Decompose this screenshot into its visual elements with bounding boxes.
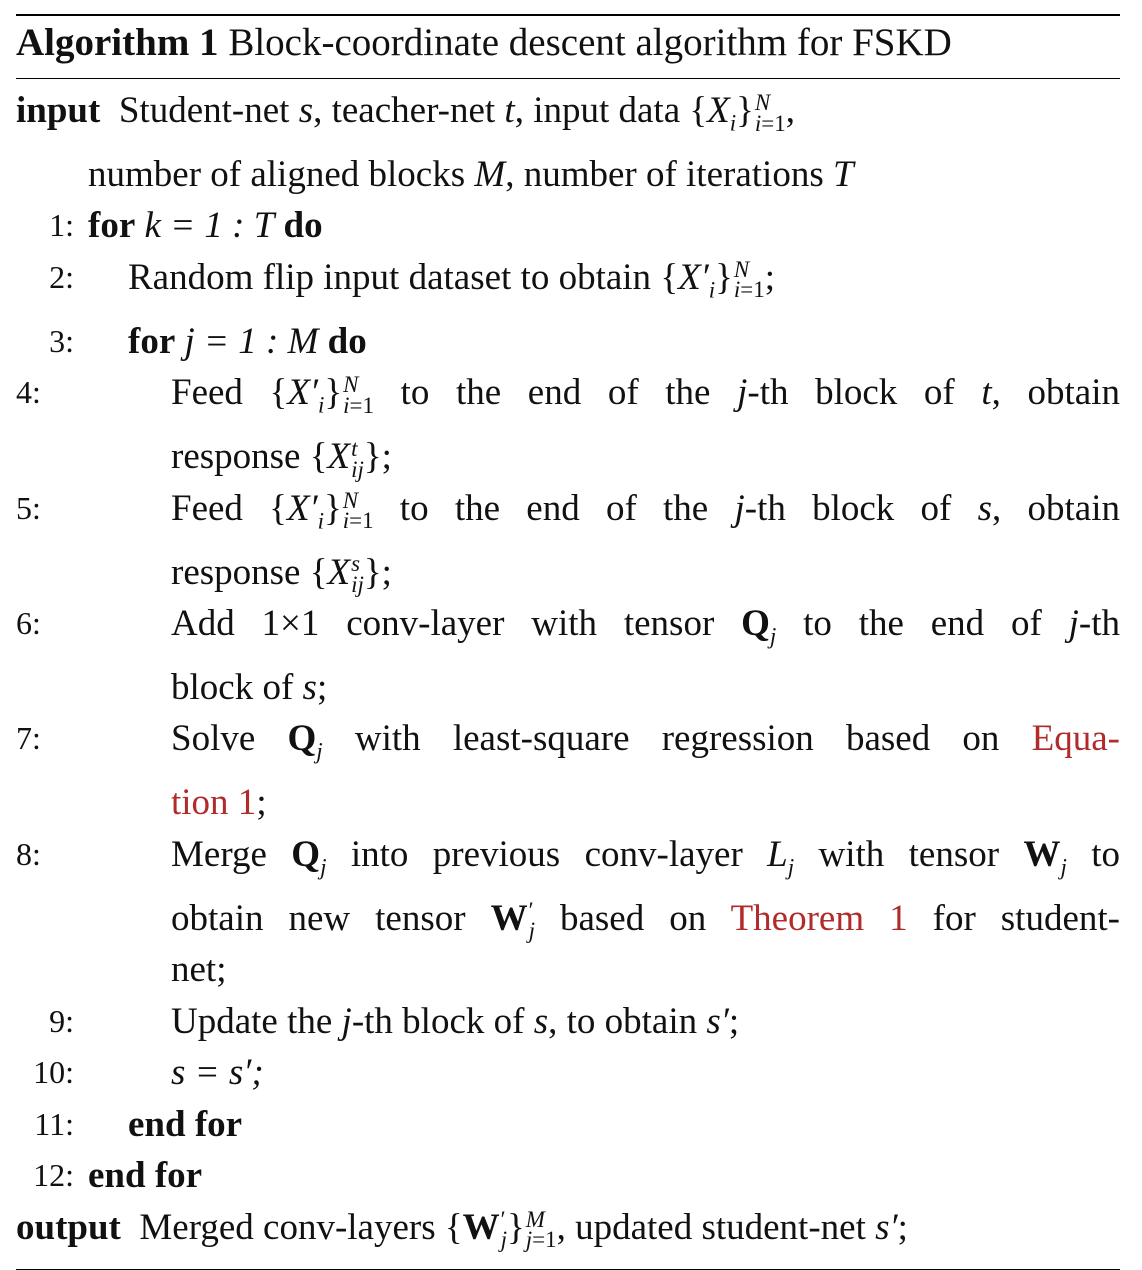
step-8-cont: obtain new tensor W ′ j based on Theorem 1 for student- (171, 897, 1120, 944)
output-line: output Merged conv-layers {W ′ j } M j=1 , updated student-net s′; (16, 1206, 908, 1253)
algorithm-label: Algorithm 1 (16, 21, 219, 64)
output-keyword: output (16, 1206, 121, 1248)
equation-1-link-cont[interactable]: tion 1 (171, 782, 257, 824)
algorithm-block (16, 14, 1120, 1270)
step-1: 1: for k = 1 : T do (49, 205, 323, 247)
step-12: 12: end for (33, 1155, 203, 1197)
step-8-cont-2: net; (171, 949, 227, 991)
input-keyword: input (16, 90, 101, 131)
input-line: input Student-net s, teacher-net t, input data $\{X_i\}$ N i=1 , (16, 89, 795, 136)
step-7-cont: tion 1; (171, 782, 267, 824)
step-6-cont: block of s; (171, 666, 328, 708)
equation-1-link[interactable]: Equa- (1031, 718, 1120, 760)
step-4-cont: response {X t ij }; (171, 436, 392, 482)
step-9: 9: Update the j-th block of s, to obtain s′; (49, 1000, 740, 1042)
step-5: 5: Feed $\{X'_i\}$ N i=1 to the end of the j-th block of s, obtain (16, 487, 1120, 534)
step-2: 2: Random flip input dataset to obtain $\{X'_i\}$ N i=1 ; (49, 256, 775, 303)
step-10: 10: s = s′; (33, 1052, 264, 1094)
step-3: 3: for j = 1 : M do (49, 320, 367, 362)
step-7: 7: Solve $Q_j$ with least-square regression based on Equa- (16, 718, 1120, 764)
algorithm-body (16, 79, 1120, 1253)
step-11: 11: end for (34, 1103, 243, 1145)
step-6: 6: Add 1×1 conv-layer with tensor $Q_j$ to the end of j-th (16, 603, 1120, 649)
algorithm-caption: Block-coordinate descent algorithm for FSKD (228, 21, 952, 64)
step-8: 8: Merge $Q_j$ into previous conv-layer $L_j$ with tensor $W_j$ to (16, 833, 1121, 880)
step-5-cont: response {X s ij }; (171, 551, 392, 598)
theorem-1-link[interactable]: Theorem 1 (730, 897, 908, 939)
algorithm-title (16, 16, 1120, 78)
input-line-2: number of aligned blocks M, number of iterations T (88, 153, 854, 195)
step-4: 4: Feed $\{X'_i\}$ N i=1 to the end of the j-th block of t, obtain (16, 372, 1120, 418)
